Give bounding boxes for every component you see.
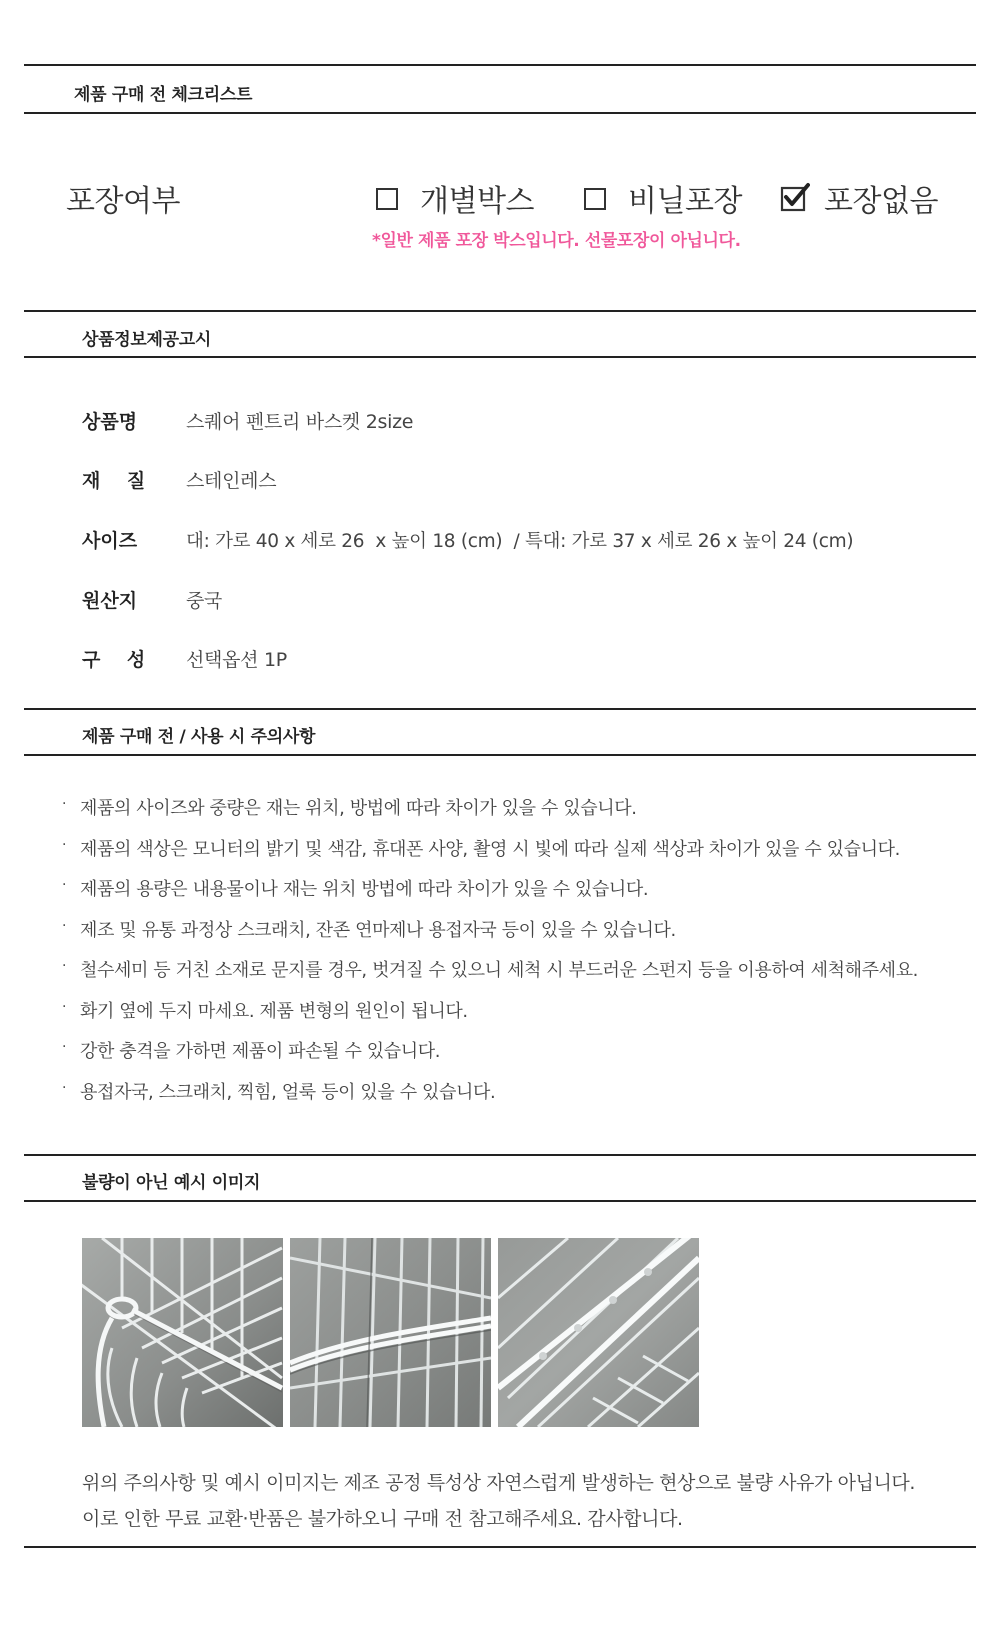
info-key: 구 성 [82, 649, 146, 671]
info-row-name [82, 407, 413, 434]
bullet: · [62, 837, 67, 853]
checkbox-empty-icon[interactable] [584, 188, 606, 210]
packaging-note: *일반 제품 포장 박스입니다. 선물포장이 아닙니다. [372, 231, 741, 251]
footer-line-2: 이로 인한 무료 교환·반품은 불가하오니 구매 전 참고해주세요. 감사합니다. [82, 1508, 683, 1530]
divider [24, 310, 976, 312]
caution-text: 제품의 색상은 모니터의 밝기 및 색감, 휴대폰 사양, 촬영 시 빛에 따라 실제 색상과 차이가 있을 수 있습니다. [80, 839, 900, 860]
examples-title: 불량이 아닌 예시 이미지 [82, 1173, 261, 1193]
bullet: · [62, 1080, 67, 1096]
info-key: 사이즈 [82, 530, 138, 552]
caution-item [62, 1037, 440, 1063]
example-image-1 [82, 1238, 283, 1427]
packaging-option-vinyl[interactable] [584, 176, 742, 220]
checkbox-empty-icon[interactable] [376, 188, 398, 210]
info-row-material [82, 466, 276, 493]
divider [24, 1546, 976, 1548]
packaging-option-label: 비닐포장 [628, 184, 742, 219]
info-value: 중국 [186, 590, 223, 612]
checkbox-checked-icon[interactable] [780, 182, 808, 210]
bullet: · [62, 918, 67, 934]
info-key: 상품명 [82, 411, 138, 433]
info-row-size [82, 526, 853, 553]
cautions-title: 제품 구매 전 / 사용 시 주의사항 [82, 727, 316, 747]
info-row-composition [82, 645, 287, 672]
info-value: 대: 가로 40 x 세로 26 x 높이 18 (cm) / 특대: 가로 37 x 세로 26 x 높이 24 (cm) [186, 531, 854, 552]
divider [24, 64, 976, 66]
caution-text: 제품의 사이즈와 중량은 재는 위치, 방법에 따라 차이가 있을 수 있습니다. [80, 798, 637, 819]
checklist-title: 제품 구매 전 체크리스트 [74, 85, 253, 105]
info-value: 선택옵션 1P [186, 649, 287, 671]
packaging-option-none[interactable] [780, 176, 938, 220]
caution-item [62, 835, 900, 861]
caution-item [62, 1078, 495, 1104]
bullet: · [62, 958, 67, 974]
info-key: 재 질 [82, 470, 146, 492]
example-image-3 [498, 1238, 699, 1427]
info-key: 원산지 [82, 590, 138, 612]
divider [24, 708, 976, 710]
divider [24, 1154, 976, 1156]
packaging-option-label: 개별박스 [420, 184, 534, 219]
caution-text: 강한 충격을 가하면 제품이 파손될 수 있습니다. [80, 1041, 441, 1062]
divider [24, 1200, 976, 1202]
caution-text: 용접자국, 스크래치, 찍힘, 얼룩 등이 있을 수 있습니다. [80, 1082, 496, 1103]
example-image-2 [290, 1238, 491, 1427]
divider [24, 754, 976, 756]
info-row-origin [82, 586, 222, 613]
product-info-title: 상품정보제공고시 [82, 330, 211, 350]
caution-item [62, 997, 468, 1023]
info-value: 스퀘어 펜트리 바스켓 2size [186, 411, 414, 433]
bullet: · [62, 877, 67, 893]
caution-item [62, 916, 676, 942]
bullet: · [62, 999, 67, 1015]
bullet: · [62, 1039, 67, 1055]
caution-text: 제조 및 유통 과정상 스크래치, 잔존 연마제나 용접자국 등이 있을 수 있습니다. [80, 920, 676, 941]
divider [24, 356, 976, 358]
caution-item [62, 875, 648, 901]
caution-item [62, 794, 637, 820]
packaging-option-box[interactable] [376, 176, 534, 220]
caution-text: 철수세미 등 거친 소재로 문지를 경우, 벗겨질 수 있으니 세척 시 부드러운 스펀지 등을 이용하여 세척해주세요. [80, 960, 918, 981]
caution-text: 화기 옆에 두지 마세요. 제품 변형의 원인이 됩니다. [80, 1001, 468, 1022]
footer-line-1: 위의 주의사항 및 예시 이미지는 제조 공정 특성상 자연스럽게 발생하는 현상으로 불량 사유가 아닙니다. [82, 1472, 916, 1494]
caution-item [62, 956, 918, 982]
packaging-option-label: 포장없음 [824, 184, 938, 219]
info-value: 스테인레스 [186, 470, 277, 492]
packaging-label: 포장여부 [66, 184, 180, 219]
divider [24, 112, 976, 114]
caution-text: 제품의 용량은 내용물이나 재는 위치 방법에 따라 차이가 있을 수 있습니다. [80, 879, 649, 900]
bullet: · [62, 796, 67, 812]
